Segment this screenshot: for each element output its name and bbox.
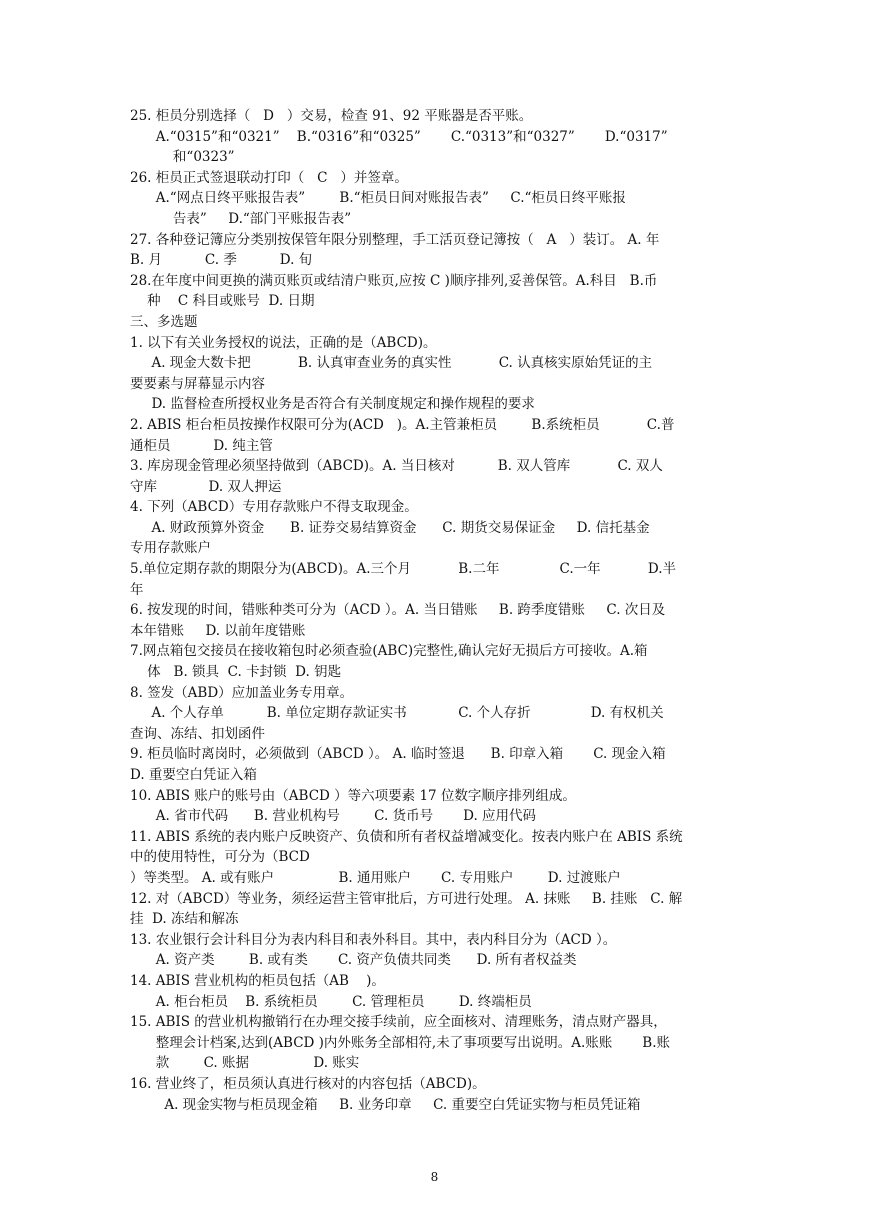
text-line: D. 重要空白凭证入箱 xyxy=(130,767,257,783)
text-line: 26. 柜员正式签退联动打印（ C ）并签章。 xyxy=(130,169,408,186)
text-line: A. 资产类 B. 或有类 C. 资产负债共同类 D. 所有者权益类 xyxy=(130,952,577,969)
text-line: 体 B. 锁具 C. 卡封锁 D. 钥匙 xyxy=(130,664,342,681)
text-line: 16. 营业终了，柜员须认真进行核对的内容包括（ABCD)。 xyxy=(130,1075,486,1092)
text-line: 年 xyxy=(130,581,144,598)
text-line: A. 省市代码 B. 营业机构号 C. 货币号 D. 应用代码 xyxy=(130,808,537,825)
text-line: 守库 D. 双人押运 xyxy=(130,478,282,495)
text-line: A. 个人存单 B. 单位定期存款证实书 C. 个人存折 D. 有权机关 xyxy=(130,705,664,722)
text-line: ）等类型。 A. 或有账户 B. 通用账户 C. 专用账户 D. 过渡账户 xyxy=(130,869,621,886)
text-line: A. 现金实物与柜员现金箱 B. 业务印章 C. 重要空白凭证实物与柜员凭证箱 xyxy=(130,1096,641,1113)
text-line: 挂 D. 冻结和解冻 xyxy=(130,911,239,928)
text-line: 要要素与屏幕显示内容 xyxy=(130,375,265,392)
text-line: 6. 按发现的时间，错账种类可分为（ACD ）。A. 当日错账 B. 跨季度错账 C. 次日及 xyxy=(130,602,666,619)
page-number: 8 xyxy=(430,1170,439,1184)
text-line: D. 监督检查所授权业务是否符合有关制度规定和操作规程的要求 xyxy=(130,396,535,413)
text-line: 通柜员 D. 纯主管 xyxy=(130,437,273,454)
text-line: 9. 柜员临时离岗时，必须做到（ABCD ）。 A. 临时签退 B. 印章入箱 C. 现金入箱 xyxy=(130,746,666,763)
text-line: 和“0323” xyxy=(130,149,235,166)
document-body xyxy=(130,106,740,1115)
text-line: 14. ABIS 营业机构的柜员包括（AB )。 xyxy=(130,972,385,989)
text-line: 27. 各种登记簿应分类别按保管年限分别整理，手工活页登记簿按（ A ）装订。 A. 年 xyxy=(130,231,660,248)
text-line: 10. ABIS 账户的账号由（ABCD ）等六项要素 17 位数字顺序排列组成。 xyxy=(130,787,576,804)
text-line: 15. ABIS 的营业机构撤销行在办理交接手续前，应全面核对、清理账务，清点财产器具， xyxy=(130,1014,667,1031)
text-line: 5.单位定期存款的期限分为(ABCD)。A.三个月 B.二年 C.一年 D.半 xyxy=(130,561,676,578)
text-line: 12. 对（ABCD）等业务，须经运营主管审批后，方可进行处理。 A. 抹账 B. 挂账 C. 解 xyxy=(130,890,683,907)
text-line: 告表” D.“部门平账报告表” xyxy=(130,210,352,227)
text-line: A. 现金大数卡把 B. 认真审查业务的真实性 C. 认真核实原始凭证的主 xyxy=(130,355,653,372)
text-line: 整理会计档案,达到(ABCD )内外账务全部相符,未了事项要写出说明。A.账账 B.账 xyxy=(130,1034,671,1051)
text-line: A.“网点日终平账报告表” B.“柜员日间对账报告表” C.“柜员日终平账报 xyxy=(130,190,626,207)
text-line: 款 C. 账据 D. 账实 xyxy=(130,1055,360,1072)
text-line: A. 柜台柜员 B. 系统柜员 C. 管理柜员 D. 终端柜员 xyxy=(130,993,532,1010)
text-line: 专用存款账户 xyxy=(130,540,211,557)
text-line: B. 月 C. 季 D. 旬 xyxy=(130,252,313,269)
text-line: 三、多选题 xyxy=(130,313,198,330)
text-line: 4. 下列（ABCD）专用存款账户不得支取现金。 xyxy=(130,499,418,516)
text-line: 中的使用特性，可分为（BCD xyxy=(130,849,310,866)
text-line: 本年错账 D. 以前年度错账 xyxy=(130,622,306,639)
text-line: 种 C 科目或账号 D. 日期 xyxy=(130,293,315,310)
text-line: 8. 签发（ABD）应加盖业务专用章。 xyxy=(130,684,354,701)
text-line: 25. 柜员分别选择（ D ）交易，检查 91、92 平账器是否平账。 xyxy=(130,108,533,124)
text-line: 1. 以下有关业务授权的说法，正确的是（ABCD)。 xyxy=(130,334,437,351)
text-line: 28.在年度中间更换的满页账页或结清户账页,应按 C )顺序排列,妥善保管。A.科目 B.币 xyxy=(130,272,658,289)
text-line: 2. ABIS 柜台柜员按操作权限可分为(ACD )。A.主管兼柜员 B.系统柜员 C.普 xyxy=(130,416,675,433)
text-line: 7.网点箱包交接员在接收箱包时必须查验(ABC)完整性,确认完好无损后方可接收。A.箱 xyxy=(130,643,648,660)
text-line: A.“0315”和“0321” B.“0316”和“0325” C.“0313”和“0327” D.“0317” xyxy=(130,128,668,145)
text-line: 3. 库房现金管理必须坚持做到（ABCD)。A. 当日核对 B. 双人管库 C. 双人 xyxy=(130,458,663,475)
text-line: A. 财政预算外资金 B. 证券交易结算资金 C. 期货交易保证金 D. 信托基金 xyxy=(130,519,650,536)
text-line: 13. 农业银行会计科目分为表内科目和表外科目。其中，表内科目分为（ACD ）。 xyxy=(130,931,617,948)
text-line: 11. ABIS 系统的表内账户反映资产、负债和所有者权益增减变化。按表内账户在 ABIS 系统 xyxy=(130,828,683,845)
text-line: 查询、冻结、扣划函件 xyxy=(130,725,265,742)
